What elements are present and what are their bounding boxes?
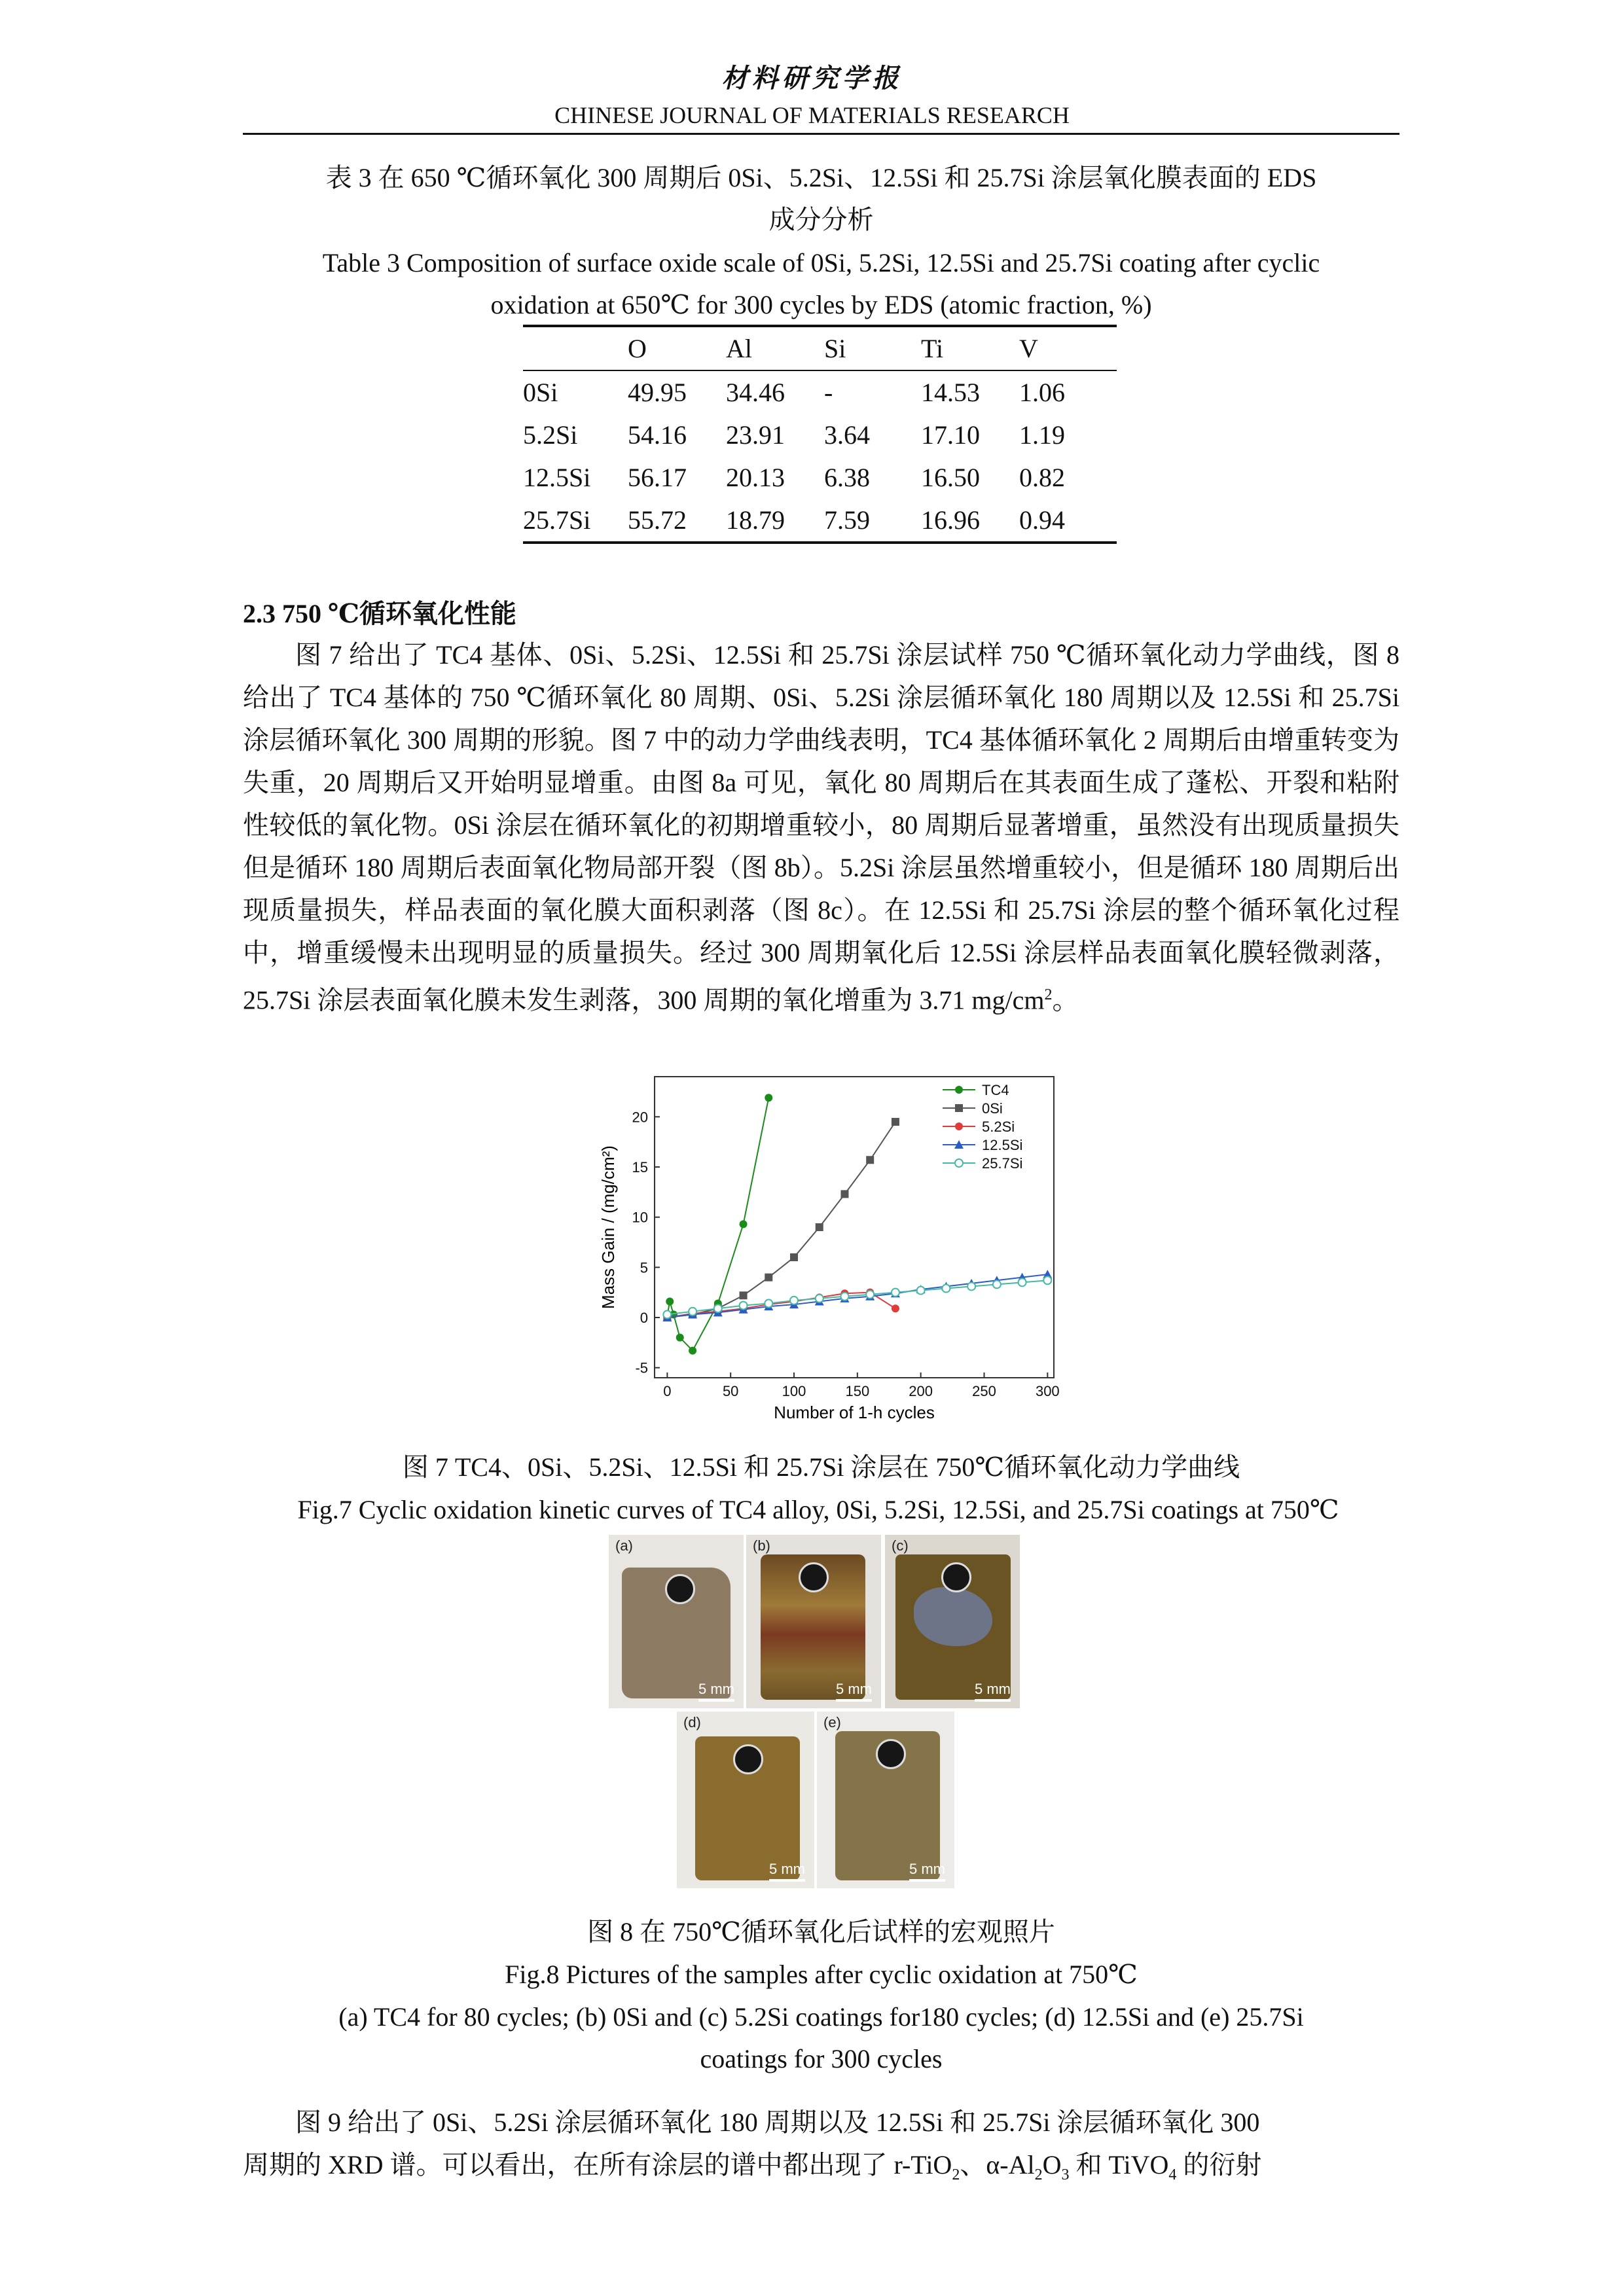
table3-caption-en-line2: oxidation at 650℃ for 300 cycles by EDS (atomic fraction, %) <box>490 290 1152 319</box>
y-tick-label: 0 <box>640 1310 648 1326</box>
subscript: 4 <box>1168 2166 1177 2183</box>
panel-label: (a) <box>615 1537 633 1554</box>
panel-label: (c) <box>892 1537 909 1554</box>
table-cell: 56.17 <box>628 463 687 492</box>
table-cell: 55.72 <box>628 505 687 535</box>
table3-caption-en-line1: Table 3 Composition of surface oxide scale of 0Si, 5.2Si, 12.5Si and 25.7Si coating after cyclic <box>322 248 1320 278</box>
table-header-cell: Si <box>824 334 846 363</box>
series-line <box>667 1122 895 1318</box>
sample-hole <box>733 1744 763 1774</box>
paragraph-end: 。 <box>1052 985 1079 1015</box>
scale-text: 5 mm <box>769 1861 805 1877</box>
paragraph-text: 图 7 给出了 TC4 基体、0Si、5.2Si、12.5Si 和 25.7Si 涂层试样 750 ℃循环氧化动力学曲线，图 8 给出了 TC4 基体的 750 ℃循环氧化 80 周期、0Si、5.2Si 涂层循环氧化 180 周期以及 12.5Si 和 25.7Si 涂层循环氧化 300 周期的形貌。图 7 中的动力学曲线表明，TC4 基体循环氧化 2 周期后由增重转变为失重，20 周期后又开始明显增重。由图 8a 可见，氧化 80 周期后在其表面生成了蓬松、开裂和粘附性较低的氧化物。0Si 涂层在循环氧化的初期增重较小，80 周期后显著增重，虽然没有出现质量损失但是循环 180 周期后表面氧化物局部开裂（图 8b）。5.2Si 涂层虽然增重较小，但是循环 180 周期后出现质量损失，样品表面的氧化膜大面积剥落（图 8c）。在 12.5Si 和 25.7Si 涂层的整个循环氧化过程中，增重缓慢未出现明显的质量损失。经过 300 周期氧化后 12.5Si 涂层样品表面氧化膜轻微剥落，25.7Si 涂层表面氧化膜未发生剥落，300 周期的氧化增重为 3.71 mg/cm <box>243 640 1399 1015</box>
data-point <box>840 1190 848 1198</box>
data-point <box>967 1282 975 1290</box>
data-point <box>676 1334 684 1342</box>
subscript: 3 <box>1061 2166 1070 2183</box>
fig8-caption-sub-line1: (a) TC4 for 80 cycles; (b) 0Si and (c) 5.2Si coatings for180 cycles; (d) 12.5Si and (e) 25.7Si <box>338 2002 1304 2032</box>
legend-entry: 12.5Si <box>982 1137 1023 1153</box>
data-point <box>866 1156 874 1164</box>
table-cell: 7.59 <box>824 505 870 535</box>
data-point <box>866 1291 874 1299</box>
scale-bar <box>836 1681 872 1702</box>
text-run: 和 TiVO <box>1069 2150 1169 2179</box>
legend-entry: 25.7Si <box>982 1155 1023 1172</box>
scale-bar <box>975 1681 1011 1702</box>
table-header-cell: Al <box>726 334 752 363</box>
fig8-caption-sub <box>243 1996 1399 2080</box>
data-point <box>1019 1278 1026 1286</box>
journal-title-en: CHINESE JOURNAL OF MATERIALS RESEARCH <box>554 102 1070 128</box>
table-cell: 49.95 <box>628 378 687 407</box>
y-tick-label: 20 <box>632 1109 648 1126</box>
photo-panel-b <box>746 1535 881 1708</box>
subscript: 2 <box>952 2166 960 2183</box>
table-cell: 23.91 <box>726 420 785 450</box>
data-point <box>840 1293 848 1300</box>
paragraph-2-line1: 图 9 给出了 0Si、5.2Si 涂层循环氧化 180 周期以及 12.5Si 和 25.7Si 涂层循环氧化 300 <box>295 2108 1260 2137</box>
panel-label: (e) <box>823 1714 841 1731</box>
table-cell: 54.16 <box>628 420 687 450</box>
scale-bar <box>698 1681 734 1702</box>
legend-entry: 0Si <box>982 1100 1003 1117</box>
table-cell: 1.19 <box>1019 420 1065 450</box>
text-run: O <box>1042 2150 1062 2179</box>
table-bottom-rule <box>523 541 1117 544</box>
photo-panel-a <box>609 1535 744 1708</box>
photo-panel-c <box>885 1535 1020 1708</box>
data-point <box>666 1297 674 1305</box>
table-cell: 25.7Si <box>523 505 591 535</box>
table3-grid <box>523 327 1117 541</box>
table-row <box>523 499 1117 541</box>
legend-marker <box>955 1086 963 1094</box>
sample-hole <box>876 1739 906 1769</box>
photo-panel-e <box>817 1712 954 1888</box>
data-point <box>740 1302 748 1310</box>
panel-label: (b) <box>753 1537 770 1554</box>
scale-text: 5 mm <box>698 1681 734 1697</box>
data-point <box>765 1300 772 1308</box>
data-point <box>816 1295 823 1302</box>
subscript: 2 <box>1034 2166 1043 2183</box>
section-heading: 2.3 750 ℃循环氧化性能 <box>243 599 516 628</box>
data-point <box>892 1304 899 1312</box>
data-point <box>993 1280 1001 1288</box>
text-run: 的衍射 <box>1176 2150 1262 2179</box>
text-run: 、α-Al <box>960 2150 1035 2179</box>
scale-text: 5 mm <box>909 1861 945 1877</box>
paragraph-2 <box>243 2101 1399 2197</box>
fig8-caption-sub-line2: coatings for 300 cycles <box>700 2044 943 2073</box>
sample-hole <box>799 1562 829 1592</box>
scale-bar <box>909 1861 945 1882</box>
fig7-chart <box>589 1067 1074 1440</box>
table-header-cell: V <box>1019 334 1038 363</box>
scale-text: 5 mm <box>836 1681 872 1697</box>
table-cell: 0.94 <box>1019 505 1065 535</box>
legend-marker <box>955 1122 963 1130</box>
table3-caption-en <box>243 242 1399 326</box>
paragraph-2-line2 <box>243 2144 1399 2197</box>
table-cell: 34.46 <box>726 378 785 407</box>
panel-label: (d) <box>683 1714 701 1731</box>
photo-panel-d <box>677 1712 814 1888</box>
table3-caption-cn <box>243 157 1399 241</box>
x-axis-label: Number of 1-h cycles <box>774 1403 935 1422</box>
fig8-caption-en: Fig.8 Pictures of the samples after cyclic oxidation at 750℃ <box>505 1960 1138 1989</box>
section-body <box>243 634 1399 1021</box>
scale-bar <box>769 1861 805 1882</box>
table3-caption-cn-line2: 成分分析 <box>768 205 874 234</box>
table-cell: 17.10 <box>921 420 980 450</box>
data-point <box>790 1297 798 1304</box>
legend-entry: 5.2Si <box>982 1119 1015 1135</box>
table-row <box>523 370 1117 414</box>
table-cell: 18.79 <box>726 505 785 535</box>
y-tick-label: 5 <box>640 1259 648 1276</box>
data-point <box>740 1220 748 1228</box>
table-header-cell <box>523 327 628 370</box>
data-point <box>765 1094 772 1102</box>
table-cell: 20.13 <box>726 463 785 492</box>
table-row <box>523 456 1117 499</box>
sample-hole <box>941 1562 971 1592</box>
fig8-photos <box>609 1535 1020 1888</box>
fig7-caption-cn: 图 7 TC4、0Si、5.2Si、12.5Si 和 25.7Si 涂层在 750℃循环氧化动力学曲线 <box>402 1452 1240 1482</box>
legend-entry: TC4 <box>982 1082 1009 1098</box>
table-cell: 6.38 <box>824 463 870 492</box>
y-tick-label: -5 <box>635 1359 648 1376</box>
table-cell: 14.53 <box>921 378 980 407</box>
data-point <box>689 1347 696 1355</box>
text-run: 周期的 XRD 谱。可以看出，在所有涂层的谱中都出现了 r-TiO <box>243 2150 952 2179</box>
sample-hole <box>665 1574 695 1604</box>
x-tick-label: 50 <box>722 1383 739 1399</box>
superscript: 2 <box>1044 986 1053 1003</box>
fig8-caption-cn: 图 8 在 750℃循环氧化后试样的宏观照片 <box>587 1917 1055 1946</box>
data-point <box>917 1287 925 1295</box>
table3 <box>523 325 1117 544</box>
legend-marker <box>955 1159 963 1167</box>
x-tick-label: 300 <box>1035 1383 1060 1399</box>
journal-title-cn: 材料研究学报 <box>721 63 903 93</box>
data-point <box>689 1308 696 1316</box>
data-point <box>942 1285 950 1293</box>
data-point <box>816 1223 823 1231</box>
scale-text: 5 mm <box>975 1681 1011 1697</box>
x-tick-label: 0 <box>663 1383 672 1399</box>
table-header-cell: Ti <box>921 334 944 363</box>
y-axis-label: Mass Gain / (mg/cm²) <box>598 1145 618 1309</box>
table-cell: 0Si <box>523 378 558 407</box>
x-tick-label: 250 <box>972 1383 996 1399</box>
table-row <box>523 414 1117 456</box>
legend-marker <box>955 1104 963 1112</box>
data-point <box>740 1291 748 1299</box>
data-point <box>892 1118 899 1126</box>
table-cell: 5.2Si <box>523 420 578 450</box>
table-header-cell: O <box>628 334 647 363</box>
header-rule <box>243 133 1399 135</box>
data-point <box>892 1289 899 1297</box>
data-point <box>790 1253 798 1261</box>
x-tick-label: 100 <box>782 1383 806 1399</box>
x-tick-label: 150 <box>845 1383 870 1399</box>
paragraph <box>243 634 1399 1021</box>
series-0si <box>663 1118 899 1321</box>
table-header-row <box>523 327 1117 370</box>
table3-caption-cn-line1: 表 3 在 650 ℃循环氧化 300 周期后 0Si、5.2Si、12.5Si 和 25.7Si 涂层氧化膜表面的 EDS <box>325 163 1317 192</box>
table-cell: 0.82 <box>1019 463 1065 492</box>
table-cell: 3.64 <box>824 420 870 450</box>
data-point <box>765 1274 772 1282</box>
data-point <box>714 1304 722 1312</box>
table-cell: 16.96 <box>921 505 980 535</box>
y-tick-label: 10 <box>632 1209 648 1226</box>
x-tick-label: 200 <box>909 1383 933 1399</box>
table-cell: 12.5Si <box>523 463 591 492</box>
y-tick-label: 15 <box>632 1159 648 1175</box>
data-point <box>663 1310 671 1318</box>
table-cell: - <box>824 378 833 407</box>
data-point <box>1043 1276 1051 1284</box>
fig7-caption-en: Fig.7 Cyclic oxidation kinetic curves of TC4 alloy, 0Si, 5.2Si, 12.5Si, and 25.7Si coatings at 750℃ <box>297 1495 1339 1524</box>
table-cell: 1.06 <box>1019 378 1065 407</box>
table-cell: 16.50 <box>921 463 980 492</box>
